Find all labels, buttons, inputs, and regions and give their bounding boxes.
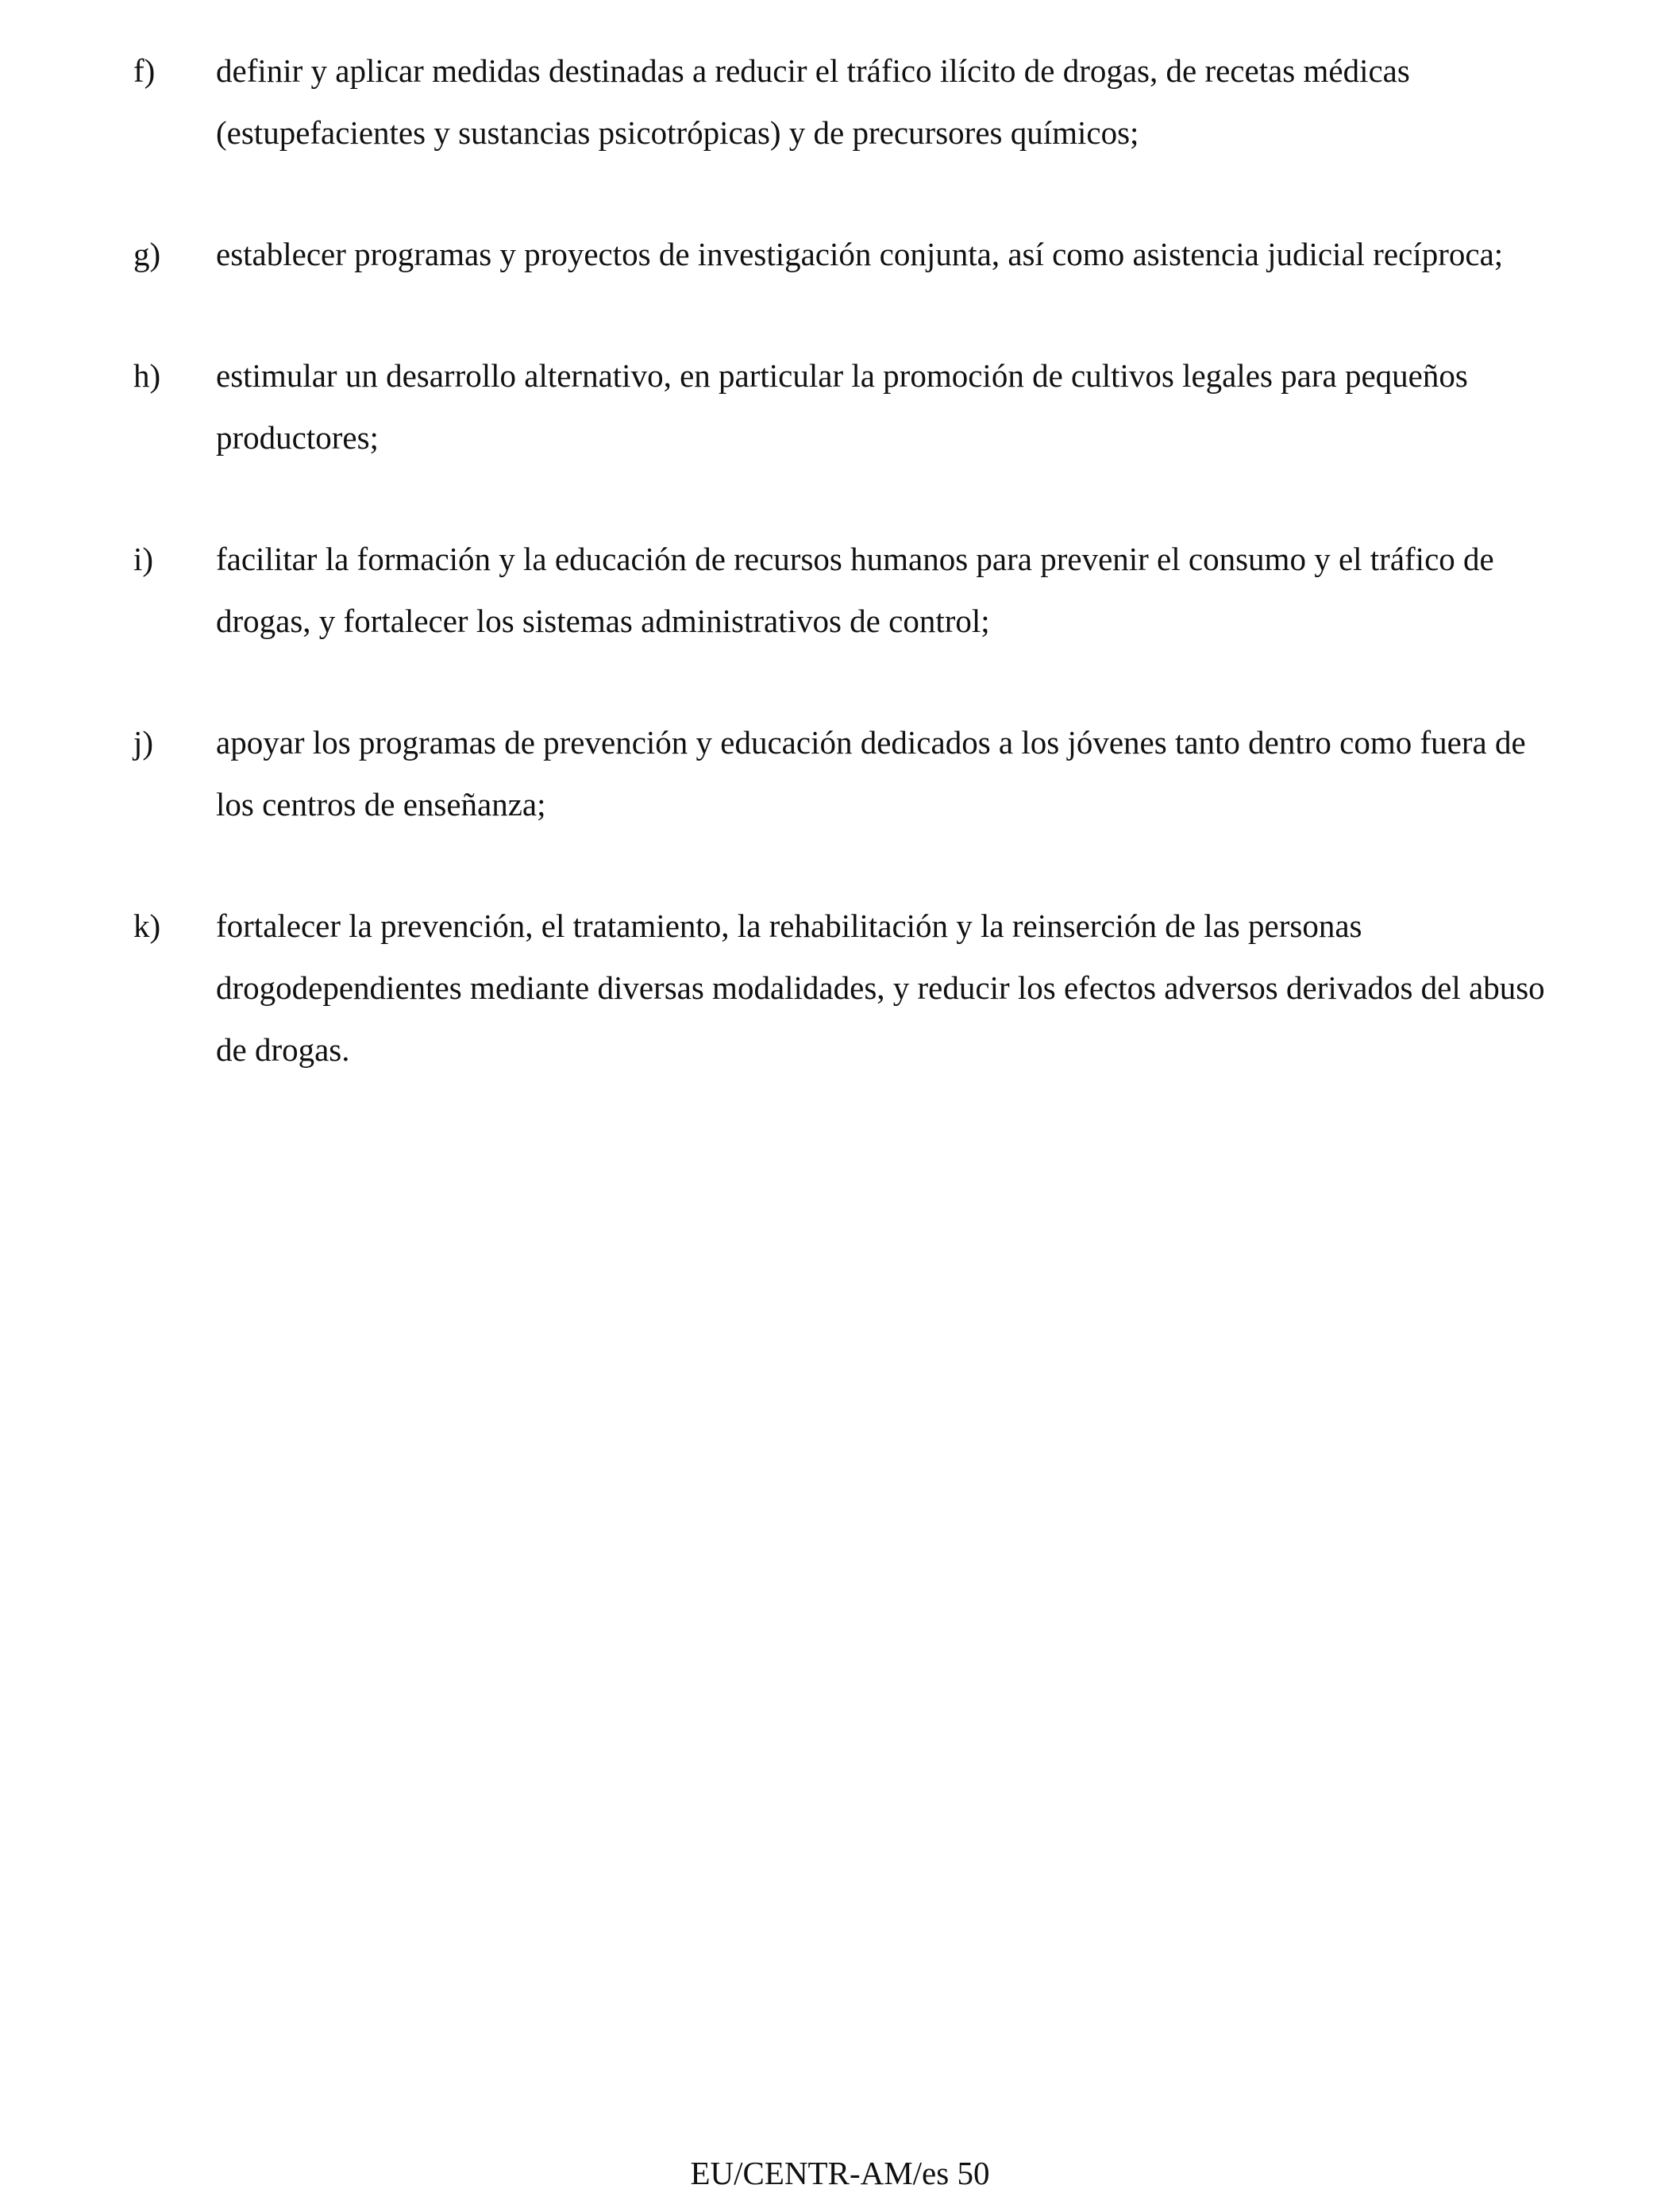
list-item <box>133 40 1547 164</box>
list-item-text: definir y aplicar medidas destinadas a reducir el tráfico ilícito de drogas, de recetas médicas (estupefacientes y sustancias psicotrópicas) y de precursores químicos; <box>216 52 1410 151</box>
list-item <box>133 895 1547 1081</box>
list-item <box>133 528 1547 652</box>
list-item-text: fortalecer la prevención, el tratamiento, la rehabilitación y la reinserción de las personas drogodependientes mediante diversas modalidades, y reducir los efectos adversos derivados del abuso de drogas. <box>216 907 1545 1068</box>
list-item <box>133 711 1547 835</box>
list-item-text: establecer programas y proyectos de investigación conjunta, así como asistencia judicial recíproca; <box>216 236 1504 272</box>
list-item-text: estimular un desarrollo alternativo, en particular la promoción de cultivos legales para pequeños productores; <box>216 357 1468 456</box>
list-item-marker: g) <box>133 236 161 272</box>
list-item-text: apoyar los programas de prevención y educación dedicados a los jóvenes tanto dentro como fuera de los centros de enseñanza; <box>216 724 1526 823</box>
list-item-marker: k) <box>133 907 161 944</box>
list-item <box>133 223 1547 285</box>
list-item-marker: i) <box>133 541 154 577</box>
page-footer-reference: EU/CENTR-AM/es 50 <box>690 2155 990 2191</box>
list-item <box>133 345 1547 468</box>
enumerated-list <box>133 40 1547 1140</box>
list-item-marker: j) <box>133 724 154 761</box>
list-item-marker: f) <box>133 52 156 89</box>
list-item-text: facilitar la formación y la educación de recursos humanos para prevenir el consumo y el tráfico de drogas, y fortalecer los sistemas administrativos de control; <box>216 541 1494 639</box>
list-item-marker: h) <box>133 357 161 394</box>
